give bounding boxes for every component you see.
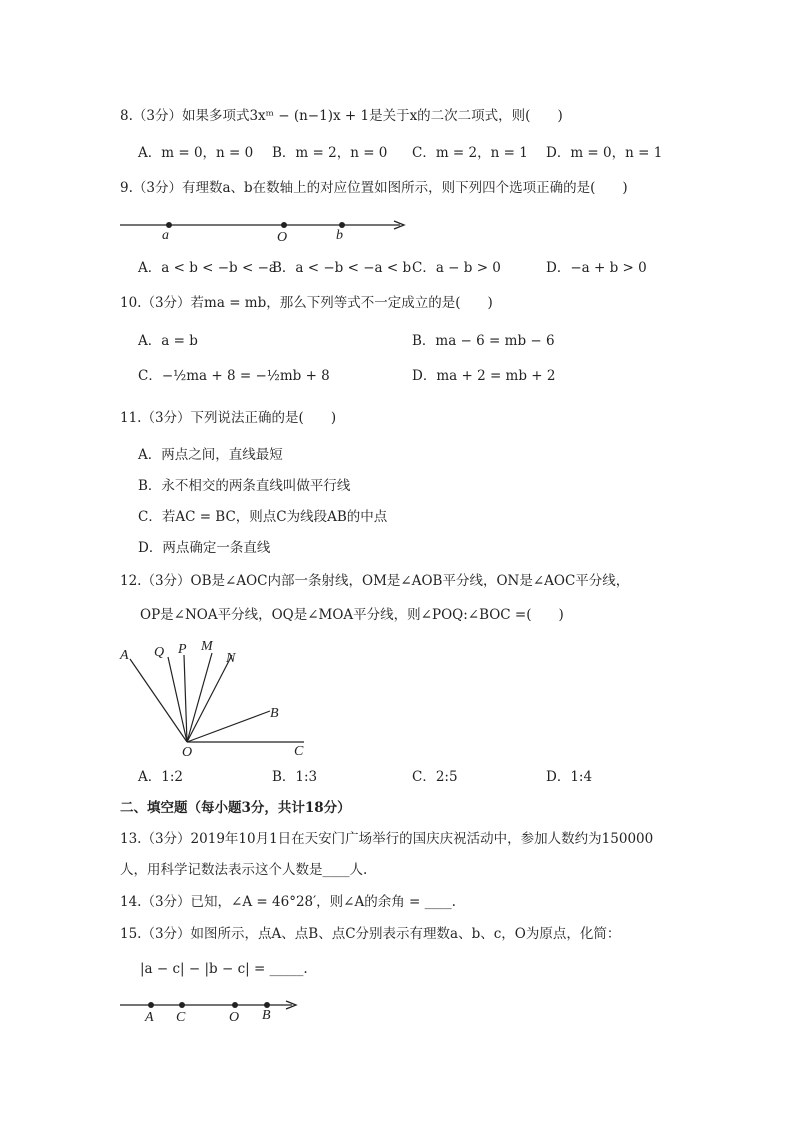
q8-option-b: B．m = 2，n = 0 [272,145,388,161]
q12-option-d: D．1:4 [546,769,593,785]
q12-label-b: B [270,706,279,721]
q12-option-a: A．1:2 [138,769,183,785]
q15-number-line-figure [115,995,315,1029]
q14-stem: 14.（3分）已知，∠A = 46°28′，则∠A的余角 = ____. [120,894,456,910]
q15-stem: 15.（3分）如图所示，点A、点B、点C分别表示有理数a、b、c，O为原点，化简： [120,926,621,942]
q12-option-b: B．1:3 [272,769,318,785]
q12-label-a: A [120,648,129,663]
q11-option-c: C．若AC = BC，则点C为线段AB的中点 [138,509,388,525]
section-title-fill-in: 二、填空题（每小题3分，共计18分） [120,800,351,816]
q12-label-m: M [201,639,213,654]
q9-option-d: D．−a + b > 0 [546,260,647,276]
q9-option-a: A．a < b < −b < −a [138,260,277,276]
q12-option-c: C．2:5 [412,769,458,785]
q11-stem: 11.（3分）下列说法正确的是( ) [120,410,337,426]
q9-option-b: B．a < −b < −a < b [272,260,412,276]
q8-option-c: C．m = 2，n = 1 [412,145,528,161]
q10-option-d: D．ma + 2 = mb + 2 [412,368,556,384]
q11-option-d: D．两点确定一条直线 [138,540,271,556]
q9-stem: 9.（3分）有理数a、b在数轴上的对应位置如图所示，则下列四个选项正确的是( ) [120,180,628,196]
q13-line1: 13.（3分）2019年10月1日在天安门广场举行的国庆庆祝活动中，参加人数约为150000 [120,831,654,847]
q10-option-c: C．−½ma + 8 = −½mb + 8 [138,368,330,384]
q9-label-b: b [336,228,343,243]
q10-option-b: B．ma − 6 = mb − 6 [412,333,555,349]
q15-label-o: O [229,1010,240,1025]
q8-option-d: D．m = 0，n = 1 [546,145,663,161]
q12-angle-figure [112,635,332,765]
q15-label-a: A [145,1010,154,1025]
q11-option-a: A．两点之间，直线最短 [138,447,283,463]
q12-label-n: N [226,651,236,666]
q12-label-o: O [182,745,193,760]
q9-label-a: a [162,228,169,243]
q15-expression: |a − c| − |b − c| = _____. [140,961,308,977]
q15-label-c: C [176,1010,186,1025]
q10-stem: 10.（3分）若ma = mb，那么下列等式不一定成立的是( ) [120,295,493,311]
q10-option-a: A．a = b [138,333,198,349]
q11-option-b: B．永不相交的两条直线叫做平行线 [138,478,351,494]
q15-label-b: B [262,1008,271,1023]
q12-label-q: Q [154,645,165,660]
q9-option-c: C．a − b > 0 [412,260,501,276]
q12-label-c: C [294,744,304,759]
q12-label-p: P [178,642,187,657]
q9-label-o: O [277,230,288,245]
q9-number-line-figure [115,215,415,245]
q8-option-a: A．m = 0，n = 0 [138,145,254,161]
q12-stem-line1: 12.（3分）OB是∠AOC内部一条射线，OM是∠AOB平分线，ON是∠AOC平分线， [120,573,630,589]
q8-stem: 8.（3分）如果多项式3xᵐ − (n−1)x + 1是关于x的二次二项式，则( ) [120,108,563,124]
q12-stem-line2: OP是∠NOA平分线，OQ是∠MOA平分线，则∠POQ:∠BOC =( ) [140,607,564,623]
q13-line2: 人，用科学记数法表示这个人数是____人. [120,862,368,878]
